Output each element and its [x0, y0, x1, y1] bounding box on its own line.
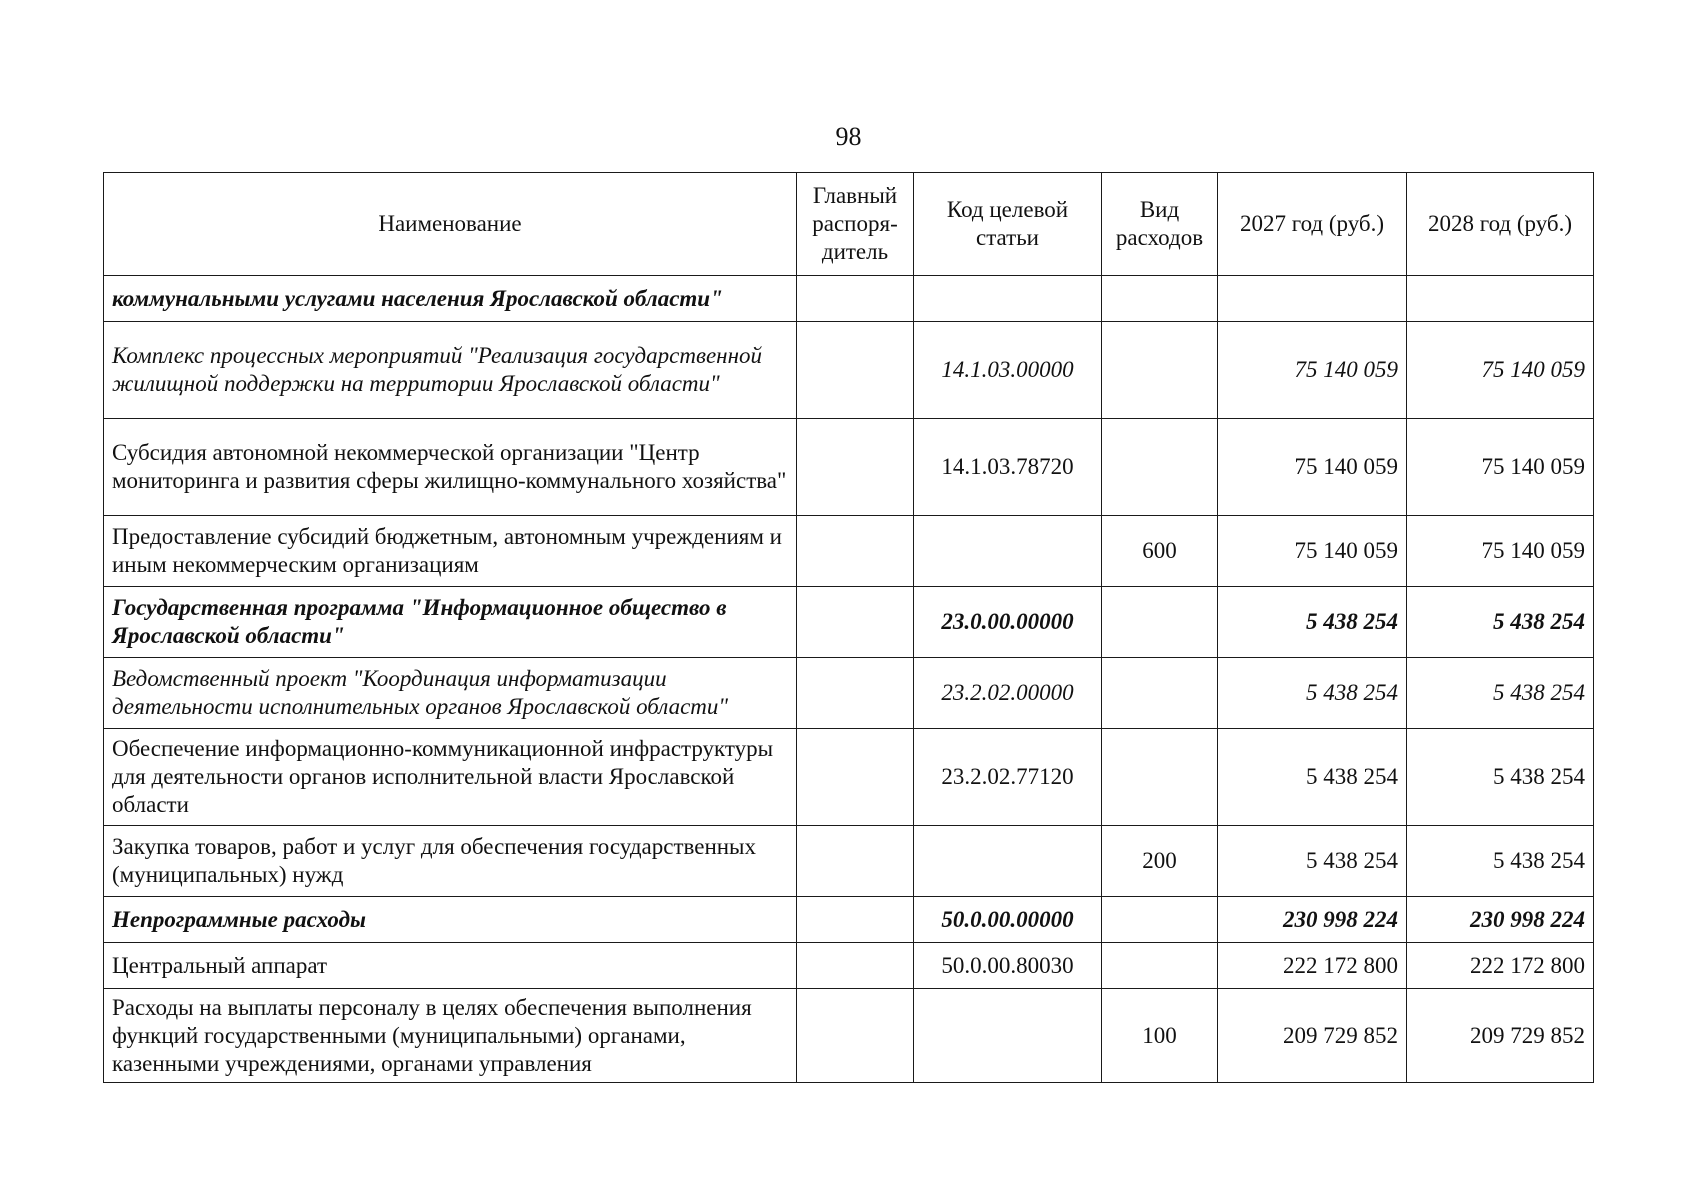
row-target-code [914, 826, 1102, 897]
row-expense-kind [1102, 587, 1218, 658]
row-amount-2028: 75 140 059 [1407, 516, 1594, 587]
header-name: Наименование [104, 173, 797, 276]
row-amount-2028: 75 140 059 [1407, 322, 1594, 419]
row-amount-2027: 75 140 059 [1218, 322, 1407, 419]
row-name: Комплекс процессных мероприятий "Реализация государственной жилищной поддержки на территории Ярославской области" [104, 322, 797, 419]
row-amount-2027: 5 438 254 [1218, 658, 1407, 729]
row-target-code: 14.1.03.78720 [914, 419, 1102, 516]
row-amount-2027: 5 438 254 [1218, 826, 1407, 897]
table-row [104, 729, 1594, 826]
row-target-code [914, 276, 1102, 322]
row-name: коммунальными услугами населения Ярославской области" [104, 276, 797, 322]
row-amount-2027: 75 140 059 [1218, 516, 1407, 587]
row-amount-2028: 5 438 254 [1407, 658, 1594, 729]
row-amount-2028: 209 729 852 [1407, 989, 1594, 1083]
row-amount-2028: 5 438 254 [1407, 587, 1594, 658]
table-row [104, 826, 1594, 897]
table-row [104, 516, 1594, 587]
table-row [104, 322, 1594, 419]
row-amount-2027: 5 438 254 [1218, 587, 1407, 658]
row-expense-kind [1102, 729, 1218, 826]
row-main-manager [797, 276, 914, 322]
row-name: Субсидия автономной некоммерческой организации "Центр мониторинга и развития сферы жилищно-коммунального хозяйства" [104, 419, 797, 516]
row-amount-2027: 75 140 059 [1218, 419, 1407, 516]
header-main-manager: Главный распоря-дитель [797, 173, 914, 276]
row-target-code: 14.1.03.00000 [914, 322, 1102, 419]
row-name: Предоставление субсидий бюджетным, автономным учреждениям и иным некоммерческим организациям [104, 516, 797, 587]
row-amount-2028 [1407, 276, 1594, 322]
row-target-code: 23.2.02.77120 [914, 729, 1102, 826]
row-expense-kind [1102, 322, 1218, 419]
row-main-manager [797, 826, 914, 897]
row-target-code: 50.0.00.80030 [914, 943, 1102, 989]
budget-table [103, 172, 1594, 1083]
row-name: Закупка товаров, работ и услуг для обеспечения государственных (муниципальных) нужд [104, 826, 797, 897]
row-main-manager [797, 897, 914, 943]
row-expense-kind [1102, 943, 1218, 989]
table-row [104, 419, 1594, 516]
row-amount-2028: 230 998 224 [1407, 897, 1594, 943]
row-amount-2027: 222 172 800 [1218, 943, 1407, 989]
row-target-code: 23.2.02.00000 [914, 658, 1102, 729]
row-amount-2027: 5 438 254 [1218, 729, 1407, 826]
row-amount-2028: 222 172 800 [1407, 943, 1594, 989]
row-expense-kind [1102, 276, 1218, 322]
table-row [104, 989, 1594, 1083]
row-target-code: 23.0.00.00000 [914, 587, 1102, 658]
row-expense-kind [1102, 658, 1218, 729]
row-expense-kind [1102, 897, 1218, 943]
table-header-row [104, 173, 1594, 276]
row-main-manager [797, 729, 914, 826]
row-main-manager [797, 322, 914, 419]
row-expense-kind: 200 [1102, 826, 1218, 897]
row-main-manager [797, 943, 914, 989]
row-expense-kind [1102, 419, 1218, 516]
row-amount-2027: 209 729 852 [1218, 989, 1407, 1083]
table-row [104, 897, 1594, 943]
row-amount-2028: 5 438 254 [1407, 729, 1594, 826]
row-main-manager [797, 658, 914, 729]
row-expense-kind: 600 [1102, 516, 1218, 587]
row-main-manager [797, 516, 914, 587]
table-row [104, 943, 1594, 989]
table-row [104, 658, 1594, 729]
row-amount-2027 [1218, 276, 1407, 322]
row-amount-2028: 5 438 254 [1407, 826, 1594, 897]
table-row [104, 276, 1594, 322]
row-target-code [914, 989, 1102, 1083]
header-year-2027: 2027 год (руб.) [1218, 173, 1407, 276]
row-name: Непрограммные расходы [104, 897, 797, 943]
row-amount-2028: 75 140 059 [1407, 419, 1594, 516]
row-name: Обеспечение информационно-коммуникационной инфраструктуры для деятельности органов исполнительной власти Ярославской области [104, 729, 797, 826]
row-target-code [914, 516, 1102, 587]
header-year-2028: 2028 год (руб.) [1407, 173, 1594, 276]
row-name: Государственная программа "Информационное общество в Ярославской области" [104, 587, 797, 658]
row-expense-kind: 100 [1102, 989, 1218, 1083]
page-number: 98 [835, 122, 862, 151]
row-main-manager [797, 989, 914, 1083]
row-name: Центральный аппарат [104, 943, 797, 989]
header-expense-kind: Вид расходов [1102, 173, 1218, 276]
header-target-code: Код целевой статьи [914, 173, 1102, 276]
row-target-code: 50.0.00.00000 [914, 897, 1102, 943]
row-name: Ведомственный проект "Координация информатизации деятельности исполнительных органов Ярославской области" [104, 658, 797, 729]
row-main-manager [797, 419, 914, 516]
row-name: Расходы на выплаты персоналу в целях обеспечения выполнения функций государственными (муниципальными) органами, казенными учреждениями, органами управления [104, 989, 797, 1083]
row-main-manager [797, 587, 914, 658]
row-amount-2027: 230 998 224 [1218, 897, 1407, 943]
table-row [104, 587, 1594, 658]
